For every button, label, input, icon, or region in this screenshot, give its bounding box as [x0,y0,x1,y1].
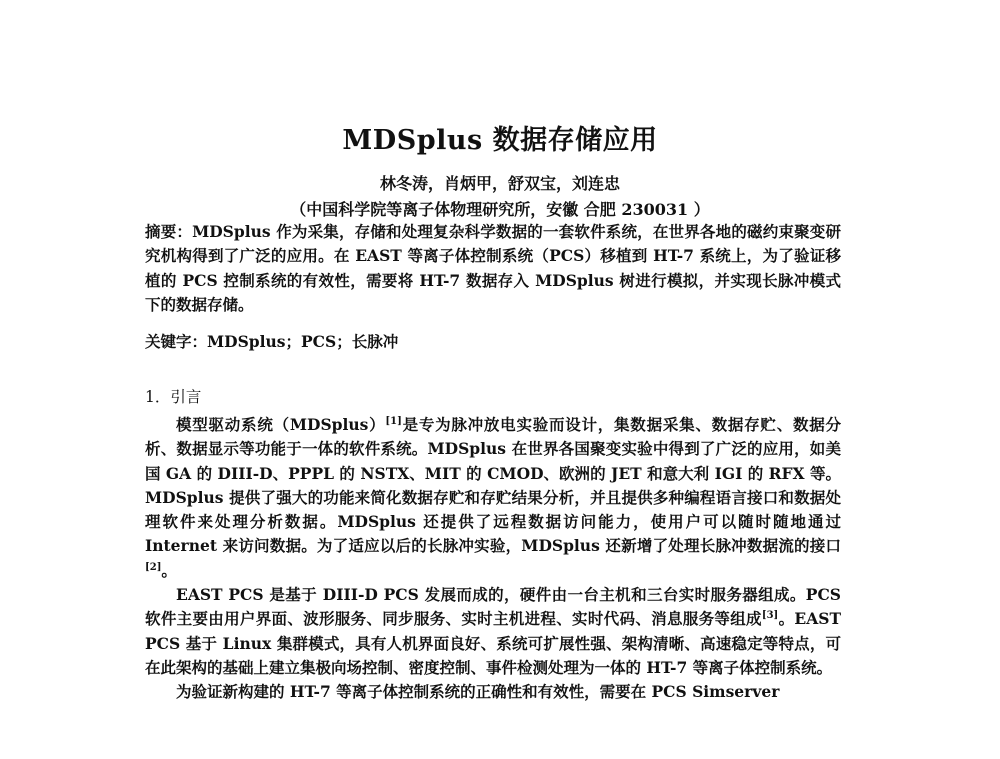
section-heading: 1．引言 [145,388,202,406]
abstract: 摘要：MDSplus 作为采集，存储和处理复杂科学数据的一套软件系统，在世界各地的磁约束聚变研究机构得到了广泛的应用。在 EAST 等离子体控制系统（PCS）移植到 HT-7 系统上，为了验证移植的 PCS 控制系统的有效性，需要将 HT-7 数据存入 MDSplus 树进行模拟，并实现长脉冲模式下的数据存储。 [145,222,841,314]
paragraph-1-text-end: 。 [161,560,177,580]
paragraph-3: 为验证新构建的 HT-7 等离子体控制系统的正确性和有效性，需要在 PCS Simserver [176,682,780,702]
paragraph-2 [145,583,841,680]
paper-title: MDSplus 数据存储应用 [342,125,658,156]
citation-ref-1: [1] [385,416,402,427]
paragraph-2-text-a: EAST PCS 是基于 DIII-D PCS 发展而成的，硬件由一台主机和三台实时服务器组成。PCS 软件主要由用户界面、波形服务、同步服务、实时主机进程、实时代码、消息服务等组成 [145,585,841,629]
affiliation: （中国科学院等离子体物理研究所，安徽 合肥 230031 ） [290,200,710,219]
paragraph-1-text-a: 模型驱动系统（MDSplus） [176,415,386,434]
keywords: 关键字：MDSplus；PCS；长脉冲 [145,332,399,351]
paragraph-2-text-b: 。EAST PCS 基于 Linux 集群模式，具有人机界面良好、系统可扩展性强、架构清晰、高速稳定等特点，可在此架构的基础上建立集极向场控制、密度控制、事件检测处理为一体的 HT-7 等离子体控制系统。 [145,609,841,677]
citation-ref-3: [3] [761,610,779,622]
paragraph-1-text-b: 是专为脉冲放电实验而设计，集数据采集、数据存贮、数据分析、数据显示等功能于一体的软件系统。MDSplus 在世界各国聚变实验中得到了广泛的应用，如美国 GA 的 DIII-D、PPPL 的 NSTX、MIT 的 CMOD、欧洲的 JET 和意大利 IGI 的 RFX 等。MDSplus 提供了强大的功能来简化数据存贮和存贮结果分析，并且提供多种编程语言接口和数据处理软件来处理分析数据。MDSplus 还提供了远程数据访问能力，使用户可以随时随地通过 Internet 来访问数据。为了适应以后的长脉冲实验，MDSplus 还新增了处理长脉冲数据流的接口 [145,415,841,556]
author-list: 林冬涛，肖炳甲，舒双宝，刘连忠 [379,174,620,193]
paragraph-1 [145,413,841,583]
section-body [145,413,841,705]
citation-ref-2: [2] [145,561,162,573]
